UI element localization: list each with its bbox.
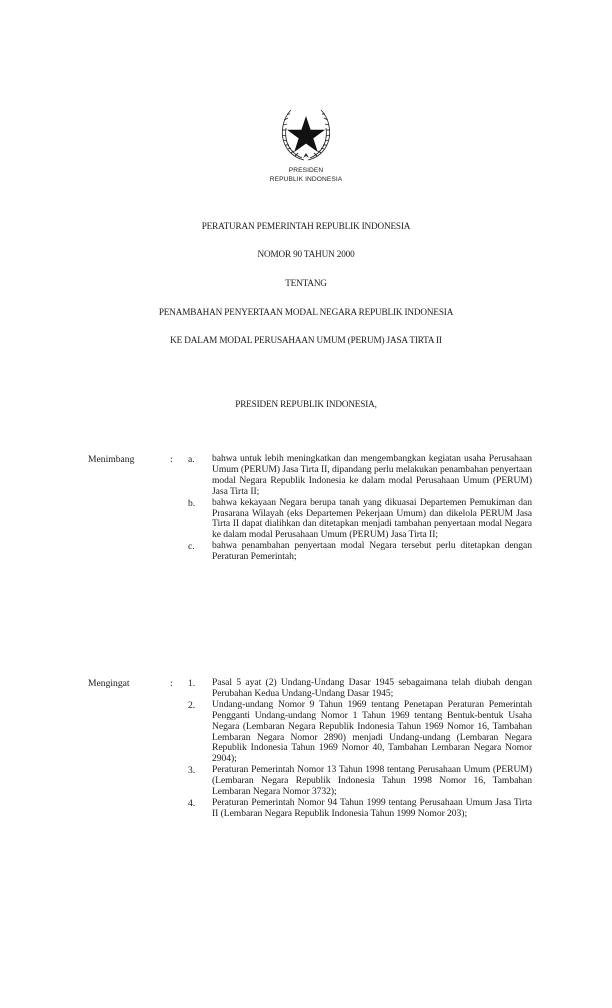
item-marker: a. (188, 454, 195, 465)
item-marker: 3. (188, 765, 196, 777)
list-item (88, 678, 534, 700)
item-text: Pasal 5 ayat (2) Undang-Undang Dasar 1945 sebagaimana telah diubah dengan Perubahan Kedua Undang-Undang Dasar 1945; (212, 677, 532, 699)
list-item (88, 454, 534, 498)
letterhead-line-1: PRESIDEN (288, 167, 324, 174)
item-marker: c. (188, 541, 195, 553)
item-text: bahwa penambahan penyertaan modal Negara tersebut perlu ditetapkan dengan Peraturan Pemerintah; (212, 540, 532, 563)
preamble-heading: PRESIDEN REPUBLIK INDONESIA, (235, 399, 377, 409)
section-label: Mengingat (88, 678, 130, 689)
list-item (88, 700, 534, 765)
regulation-subject-line-1: PENAMBAHAN PENYERTAAN MODAL NEGARA REPUBLIK INDONESIA (158, 307, 454, 317)
item-marker: 1. (188, 678, 196, 689)
list-item (88, 498, 534, 542)
section-menimbang (88, 454, 534, 563)
item-text: bahwa kekayaan Negara berupa tanah yang dikuasai Departemen Pemukiman dan Prasarana Wilayah (eks Departemen Pekerjaan Umum) dan dikelola PERUM Jasa Tirta II dapat dialihkan dan ditetapkan menjadi tambahan penyertaan modal Negara ke dalam modal Perusahaan Umum (PERUM) Jasa Tirta II; (212, 496, 532, 541)
item-text: Peraturan Pemerintah Nomor 13 Tahun 1998 tentang Perusahaan Umum (PERUM) (Lembaran Negara Republik Indonesia Tahun 1998 Nomor 16, Tambahan Lembaran Negara Nomor 3732); (212, 764, 532, 798)
list-item (88, 765, 534, 798)
section-label: Menimbang (88, 454, 135, 465)
list-item (88, 541, 534, 563)
item-text: Peraturan Pemerintah Nomor 94 Tahun 1999 tentang Perusahaan Umum Jasa Tirta II (Lembaran Negara Republik Indonesia Tahun 1999 Nomor 203); (212, 796, 532, 819)
regulation-subject-line-2: KE DALAM MODAL PERUSAHAAN UMUM (PERUM) JASA TIRTA II (170, 335, 442, 345)
section-mengingat (88, 678, 534, 820)
section-colon: : (170, 678, 173, 689)
item-text: Undang-undang Nomor 9 Tahun 1969 tentang Penetapan Peraturan Pemerintah Pengganti Undang-undang Nomor 1 Tahun 1969 tentang Bentuk-bentuk Usaha Negara (Lembaran Negara Republik Indonesia Tahun 1969 Nomor 16, Tambahan Lembaran Negara Nomor 2890) menjadi Undang-undang (Lembaran Negara Republik Indonesia Tahun 1969 Nomor 40, Tambahan Lembaran Negara Nomor 2904); (212, 698, 532, 765)
regulation-about-label: TENTANG (285, 278, 327, 288)
regulation-type-title: PERATURAN PEMERINTAH REPUBLIK INDONESIA (201, 221, 411, 231)
item-marker: 4. (188, 797, 196, 809)
item-marker: 2. (188, 699, 196, 711)
regulation-number: NOMOR 90 TAHUN 2000 (257, 249, 355, 259)
garuda-star-wreath-emblem-icon (278, 106, 334, 164)
section-colon: : (170, 454, 173, 465)
item-text: bahwa untuk lebih meningkatkan dan mengembangkan kegiatan usaha Perusahaan Umum (PERUM) Jasa Tirta II, dipandang perlu melakukan penambahan penyertaan modal Negara Republik Indonesia ke dalam modal Perusahaan Umum (PERUM) Jasa Tirta II; (212, 453, 532, 497)
list-item (88, 798, 534, 820)
item-marker: b. (188, 497, 196, 509)
letterhead-line-2: REPUBLIK INDONESIA (269, 176, 343, 183)
